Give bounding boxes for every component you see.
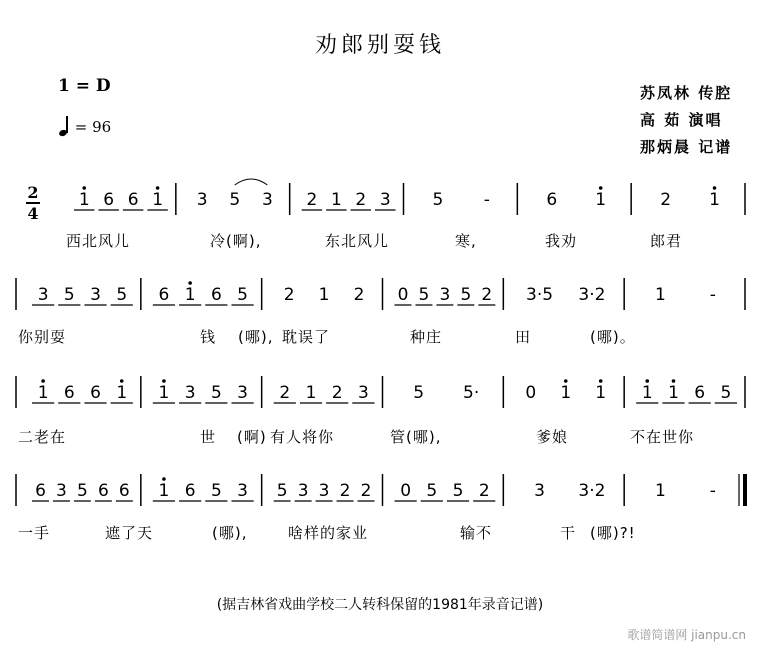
note: 3 [184, 383, 196, 403]
lyric-segment: (啊) [237, 428, 267, 446]
note: - [709, 285, 716, 305]
lyric-segment: 啥样的家业 [288, 524, 369, 542]
note: 2 [360, 481, 372, 501]
note: 1 [158, 481, 170, 501]
note: 3 [439, 285, 451, 305]
watermark: 歌谱简谱网 jianpu.cn [627, 628, 746, 642]
time-signature-bottom: 4 [27, 203, 39, 223]
note: 3 [90, 285, 101, 305]
note: 5 [77, 481, 88, 501]
note: 1 [595, 383, 607, 403]
note: 1 [152, 190, 164, 210]
note: 2 [306, 190, 318, 210]
note: 3 [318, 481, 330, 501]
note: 5 [63, 285, 75, 305]
note: 1 [37, 383, 49, 403]
lyric-segment: 西北风儿 [66, 232, 131, 250]
note: 5 [229, 190, 241, 210]
lyric-segment: (哪), [238, 328, 274, 346]
note: 3 [237, 481, 248, 501]
note: 1 [709, 190, 720, 210]
octave-dot [41, 379, 45, 383]
note: 5 [452, 481, 464, 501]
note: 1 [641, 383, 653, 403]
credit-arranger: 苏凤林 传腔 [640, 84, 733, 102]
note: 1 [595, 190, 607, 210]
note: 6 [127, 190, 139, 210]
lyric-segment: 郎君 [650, 232, 683, 250]
note: 0 [400, 481, 412, 501]
note: 5 [210, 383, 222, 403]
note: 2 [331, 383, 343, 403]
note: 6 [184, 481, 196, 501]
note: 6 [63, 383, 75, 403]
lyric-segment: 钱 [200, 328, 217, 346]
note: 1 [184, 285, 196, 305]
note: 2 [279, 383, 291, 403]
note: 1 [318, 285, 330, 305]
note: 2 [283, 285, 295, 305]
note: 3 [534, 481, 545, 501]
lyric-segment: 爹娘 [536, 428, 569, 446]
note: 3·5 [526, 285, 554, 305]
lyric-segment: (哪), [212, 524, 248, 542]
octave-dot [162, 477, 166, 481]
footnote: (据吉林省戏曲学校二人转科保留的1981年录音记谱) [216, 597, 544, 613]
note: 3 [37, 285, 49, 305]
lyric-segment: 东北风儿 [325, 232, 390, 250]
octave-dot [156, 186, 160, 190]
note: 5 [432, 190, 444, 210]
note: 1 [560, 383, 572, 403]
note: 2 [339, 481, 351, 501]
note: 3 [357, 383, 369, 403]
lyric-segment: 遮了天 [105, 524, 154, 542]
note: 2 [478, 481, 490, 501]
page-title: 劝郎别耍钱 [314, 33, 445, 58]
octave-dot [188, 281, 192, 285]
octave-dot [162, 379, 166, 383]
key-signature: 1 = D [58, 76, 111, 96]
octave-dot [120, 379, 124, 383]
lyric-segment: 干 [560, 524, 577, 542]
note: 0 [525, 383, 537, 403]
lyric-segment: (哪)。 [590, 328, 636, 346]
note: - [483, 190, 490, 210]
note: 2 [481, 285, 493, 305]
lyric-segment: 冷(啊), [210, 232, 262, 250]
octave-dot [564, 379, 568, 383]
note: 3 [237, 383, 248, 403]
note: 5 [237, 285, 248, 305]
lyric-segment: 管(哪), [390, 428, 442, 446]
note: 6 [35, 481, 46, 501]
slur [235, 179, 268, 185]
note: 5 [720, 383, 732, 403]
note: 3 [196, 190, 208, 210]
note: 5 [276, 481, 288, 501]
lyric-segment: (哪)?! [590, 524, 636, 542]
time-signature-top: 2 [27, 183, 39, 202]
note: 1 [116, 383, 128, 403]
note: 3·2 [578, 285, 606, 305]
note: 6 [546, 190, 558, 210]
note: 1 [654, 285, 666, 305]
lyric-segment: 一手 [18, 524, 51, 542]
octave-dot [82, 186, 86, 190]
lyric-segment: 你别耍 [18, 328, 67, 346]
note: 2 [355, 190, 367, 210]
lyric-segment: 世 [200, 428, 217, 446]
note: 3 [297, 481, 309, 501]
note: 2 [353, 285, 365, 305]
note: 1 [78, 190, 90, 210]
tempo-value: = 96 [74, 118, 112, 136]
lyric-segment: 田 [515, 328, 532, 346]
note: 5 [210, 481, 222, 501]
octave-dot [599, 379, 603, 383]
lyric-segment: 二老在 [18, 428, 67, 446]
lyric-segment: 种庄 [410, 328, 443, 346]
note: 6 [97, 481, 109, 501]
lyric-segment: 我劝 [545, 232, 578, 250]
octave-dot [599, 186, 603, 190]
credit-transcriber: 那炳晨 记谱 [640, 138, 733, 156]
note: 6 [103, 190, 115, 210]
note: 3 [261, 190, 273, 210]
note: 5 [426, 481, 438, 501]
lyric-segment: 不在世你 [630, 428, 695, 446]
note: 5 [460, 285, 472, 305]
note: 3 [379, 190, 391, 210]
note: 5 [418, 285, 430, 305]
note: - [709, 481, 716, 501]
note: 3·2 [578, 481, 606, 501]
note: 0 [397, 285, 409, 305]
note: 2 [660, 190, 672, 210]
note: 6 [90, 383, 101, 403]
note: 6 [118, 481, 130, 501]
note: 6 [158, 285, 170, 305]
octave-dot [645, 379, 649, 383]
note: 3 [56, 481, 67, 501]
note: 1 [654, 481, 666, 501]
credit-singer: 高 茹 演唱 [640, 111, 723, 129]
lyric-segment: 寒, [455, 232, 477, 250]
note: 5· [463, 383, 480, 403]
note: 1 [305, 383, 317, 403]
note: 5 [116, 285, 128, 305]
note: 5 [413, 383, 425, 403]
note: 1 [330, 190, 342, 210]
note: 6 [694, 383, 706, 403]
note: 1 [158, 383, 170, 403]
octave-dot [713, 186, 717, 190]
octave-dot [672, 379, 676, 383]
note: 6 [210, 285, 222, 305]
note: 1 [668, 383, 679, 403]
lyric-segment: 有人将你 [270, 428, 335, 446]
lyric-segment: 耽误了 [282, 328, 331, 346]
lyric-segment: 输不 [460, 524, 493, 542]
